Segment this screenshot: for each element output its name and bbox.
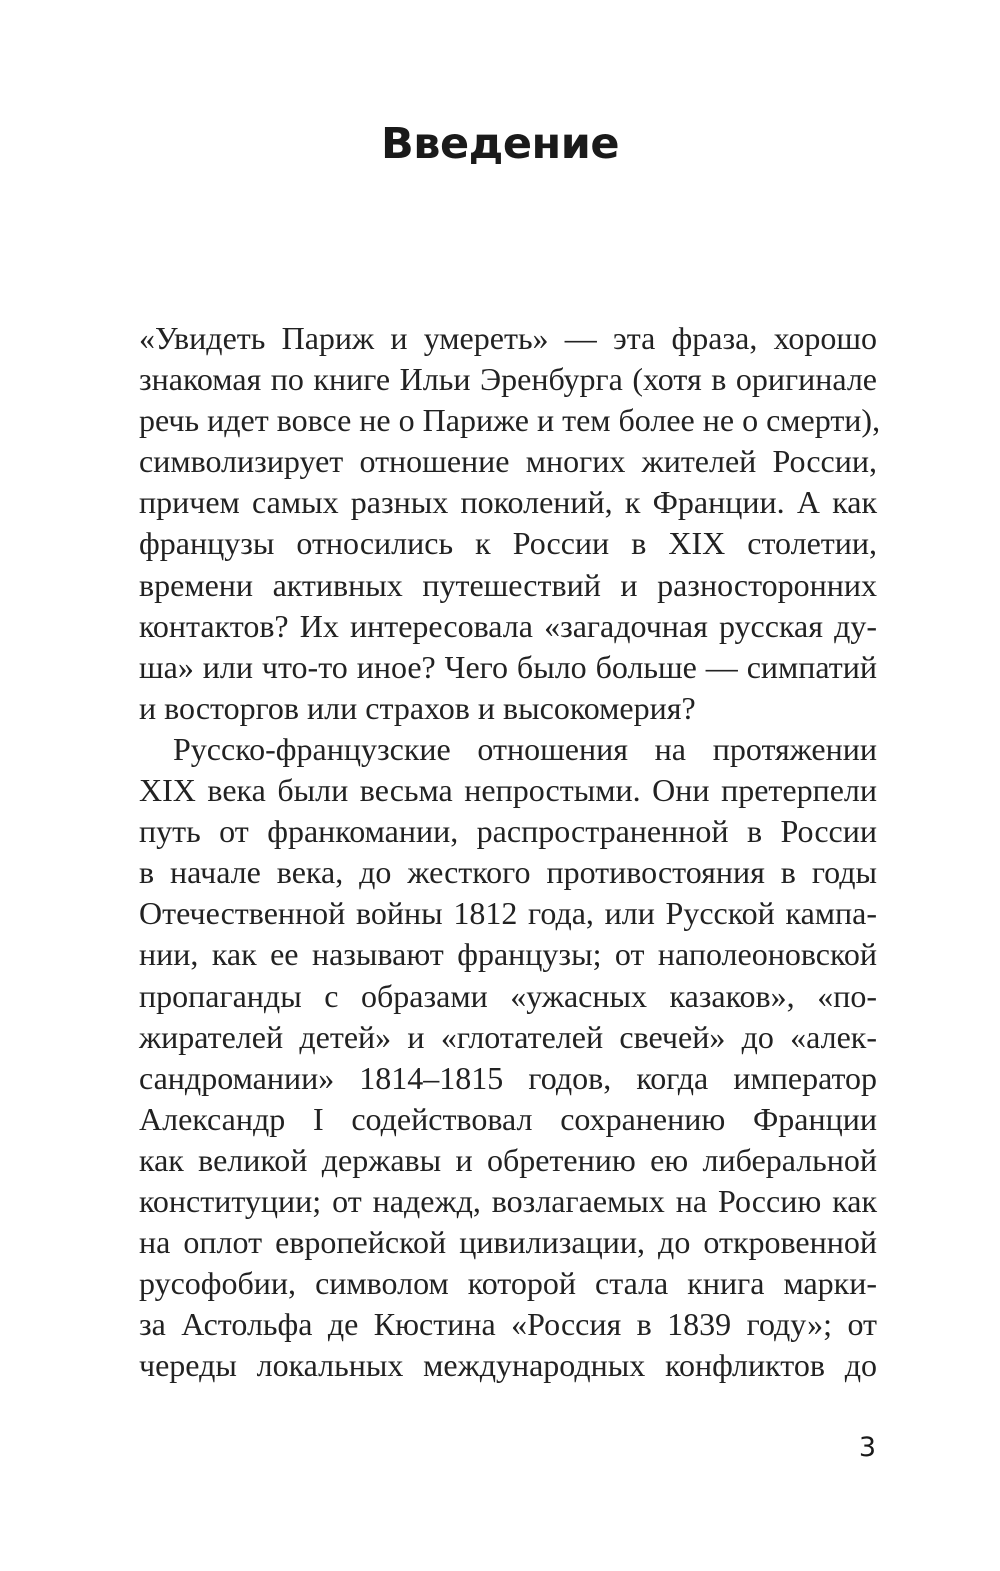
text-line: на оплот европейской цивилизации, до откровенной — [139, 1224, 877, 1261]
text-line: Отечественной войны 1812 года, или Русской кампа- — [139, 895, 877, 932]
text-line: конституции; от надежд, возлагаемых на Россию как — [139, 1182, 877, 1219]
text-line: причем самых разных поколений, к Франции. А как — [139, 484, 877, 521]
text-line: русофобии, символом которой стала книга марки- — [139, 1265, 877, 1302]
body-text — [139, 318, 881, 1386]
text-line: символизирует отношение многих жителей России, — [139, 443, 877, 480]
chapter-title: Введение — [380, 119, 620, 169]
text-line: знакомая по книге Ильи Эренбурга (хотя в оригинале — [139, 361, 877, 398]
text-line: и восторгов или страхов и высокомерия? — [139, 689, 696, 726]
text-line: французы относились к России в XIX столетии, — [139, 525, 877, 562]
text-line: за Астольфа де Кюстина «Россия в 1839 году»; от — [139, 1306, 877, 1343]
text-line: сандромании» 1814–1815 годов, когда император — [139, 1059, 877, 1096]
text-line: Русско-французские отношения на протяжении — [173, 730, 877, 767]
text-line: Александр I содействовал сохранению Франции — [139, 1100, 877, 1137]
text-line: XIX века были весьма непростыми. Они претерпели — [139, 772, 877, 809]
page-number: 3 — [858, 1432, 876, 1463]
text-line: пропаганды с образами «ужасных казаков», «по- — [139, 977, 877, 1014]
text-line: в начале века, до жесткого противостояния в годы — [139, 854, 877, 891]
text-line: путь от франкомании, распространенной в России — [139, 813, 877, 850]
text-line: контактов? Их интересовала «загадочная русская ду- — [139, 607, 877, 644]
text-line: жирателей детей» и «глотателей свечей» до «алек- — [139, 1018, 877, 1055]
paragraph-1 — [139, 318, 881, 729]
paragraph-2 — [139, 729, 877, 1387]
text-line: времени активных путешествий и разносторонних — [139, 566, 877, 603]
text-line: ша» или что-то иное? Чего было больше — симпатий — [139, 648, 877, 685]
text-line: речь идет вовсе не о Париже и тем более не о смерти), — [139, 402, 881, 439]
text-line: череды локальных международных конфликтов до — [139, 1347, 877, 1384]
text-line: как великой державы и обретению ею либеральной — [139, 1141, 877, 1178]
text-line: «Увидеть Париж и умереть» — эта фраза, хорошо — [139, 320, 877, 356]
text-line: нии, как ее называют французы; от наполеоновской — [139, 936, 877, 973]
